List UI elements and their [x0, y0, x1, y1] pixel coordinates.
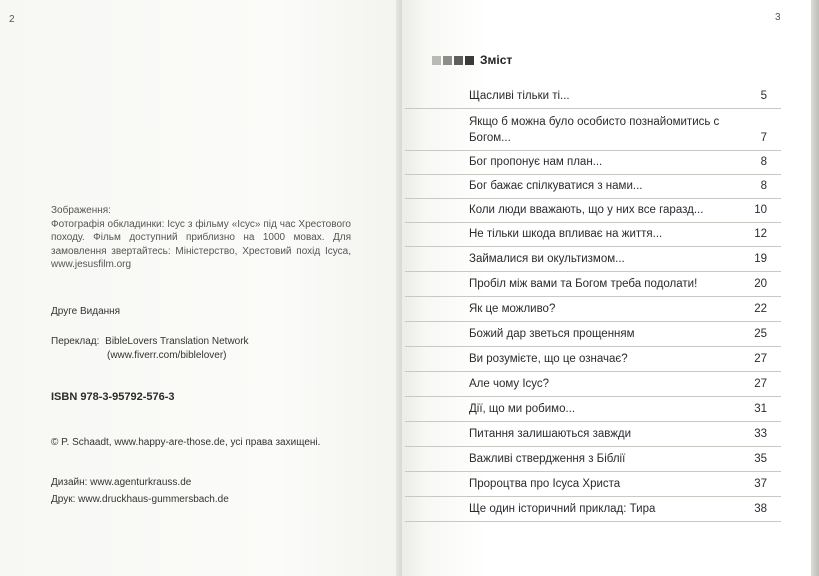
translation-url: (www.fiverr.com/biblelover): [107, 350, 227, 361]
toc-entry-page: 27: [754, 353, 767, 365]
toc-entry-title: Ви розумієте, що це означає?: [469, 353, 628, 365]
toc-entry-page: 25: [754, 328, 767, 340]
toc-entry-page: 20: [754, 278, 767, 290]
toc-square-icon: [454, 56, 463, 65]
image-credits: [51, 204, 351, 272]
toc-square-icon: [465, 56, 474, 65]
toc-entry-title: Коли люди вважають, що у них все гаразд...: [469, 204, 704, 216]
toc-entry-title: Дії, що ми робимо...: [469, 403, 576, 415]
toc-entry[interactable]: [405, 198, 781, 223]
toc-entry-title: Бог пропонує нам план...: [469, 156, 603, 168]
toc-entry-title: Питання залишаються завжди: [469, 428, 632, 440]
toc-entry-page: 19: [754, 253, 767, 265]
toc-entry-page: 35: [754, 453, 767, 465]
toc-entry-title: Але чому Ісус?: [469, 378, 550, 390]
toc-entry-page: 22: [754, 303, 767, 315]
toc-entry-title: Щасливі тільки ті...: [469, 90, 570, 102]
left-page-number: 2: [9, 14, 15, 25]
toc-entry-page: 37: [754, 478, 767, 490]
toc-entry[interactable]: [405, 371, 781, 397]
toc-entry[interactable]: [405, 150, 781, 175]
toc-entry[interactable]: [405, 346, 781, 372]
translation-value: BibleLovers Translation Network: [105, 336, 249, 347]
toc-entry-page: 8: [760, 180, 767, 192]
edition-text: Друге Видання: [51, 306, 121, 317]
toc-entry-page: 12: [754, 228, 767, 240]
translation-line: [51, 336, 249, 347]
toc-entry[interactable]: [405, 84, 781, 109]
toc-entry-title: Пророцтва про Ісуса Христа: [469, 478, 621, 490]
toc-entry-page: 38: [754, 503, 767, 515]
toc-entry[interactable]: [405, 246, 781, 272]
toc-entry-title: Не тільки шкода впливає на життя...: [469, 228, 663, 240]
toc-entry-title: Пробіл між вами та Богом треба подолати!: [469, 278, 698, 290]
toc-entry-title: Важливі ствердження з Біблії: [469, 453, 626, 465]
toc-entry-page: 10: [754, 204, 767, 216]
right-page-number: 3: [775, 12, 781, 23]
toc-entry-title: Як це можливо?: [469, 303, 556, 315]
toc-entry-title: Ще один історичний приклад: Тира: [469, 503, 656, 515]
toc-entry[interactable]: [405, 174, 781, 199]
toc-entry[interactable]: [405, 421, 781, 447]
toc-entry-title: Бог бажає спілкуватися з нами...: [469, 180, 643, 192]
toc-entry-title: Якщо б можна було особисто познайомитись с Богом...: [469, 116, 720, 144]
toc-square-icon: [432, 56, 441, 65]
toc-entry[interactable]: [405, 471, 781, 497]
toc-entry-page: 31: [754, 403, 767, 415]
toc-entry-page: 8: [760, 156, 767, 168]
page-edge: [811, 0, 819, 576]
image-credits-heading: Зображення:: [51, 205, 111, 216]
toc-entry[interactable]: [405, 296, 781, 322]
toc-entry[interactable]: [405, 222, 781, 247]
image-credits-body: Фотографія обкладинки: Ісус з фільму «Ісус» під час Хрестового походу. Фільм доступний приблизно на 1000 мовах. Для замовлення звертайтесь: Міністерство, Хрестовий похід Ісуса, www.jesusfilm.org: [51, 218, 351, 270]
toc-square-icon: [443, 56, 452, 65]
left-page: [0, 0, 400, 576]
toc-entry[interactable]: [405, 446, 781, 472]
toc-header: [432, 52, 512, 68]
toc-entry[interactable]: [405, 496, 781, 522]
toc-entry[interactable]: [405, 108, 781, 151]
copyright: © P. Schaadt, www.happy-are-those.de, усі права захищені.: [51, 437, 321, 448]
toc-entry[interactable]: [405, 321, 781, 347]
toc-entry-page: 5: [760, 90, 767, 102]
toc-entry-title: Займалися ви окультизмом...: [469, 253, 625, 265]
toc-entry[interactable]: [405, 396, 781, 422]
isbn: ISBN 978-3-95792-576-3: [51, 391, 175, 403]
design-credit: Дизайн: www.agenturkrauss.de: [51, 477, 192, 488]
toc-title: Зміст: [480, 53, 513, 67]
toc-entry-page: 33: [754, 428, 767, 440]
toc-entry-page: 7: [760, 132, 767, 144]
print-credit: Друк: www.druckhaus-gummersbach.de: [51, 494, 229, 505]
toc-entry-title: Божий дар зветься прощенням: [469, 328, 635, 340]
toc-entry-page: 27: [754, 378, 767, 390]
translation-label: Переклад:: [51, 336, 100, 347]
toc-entry[interactable]: [405, 271, 781, 297]
